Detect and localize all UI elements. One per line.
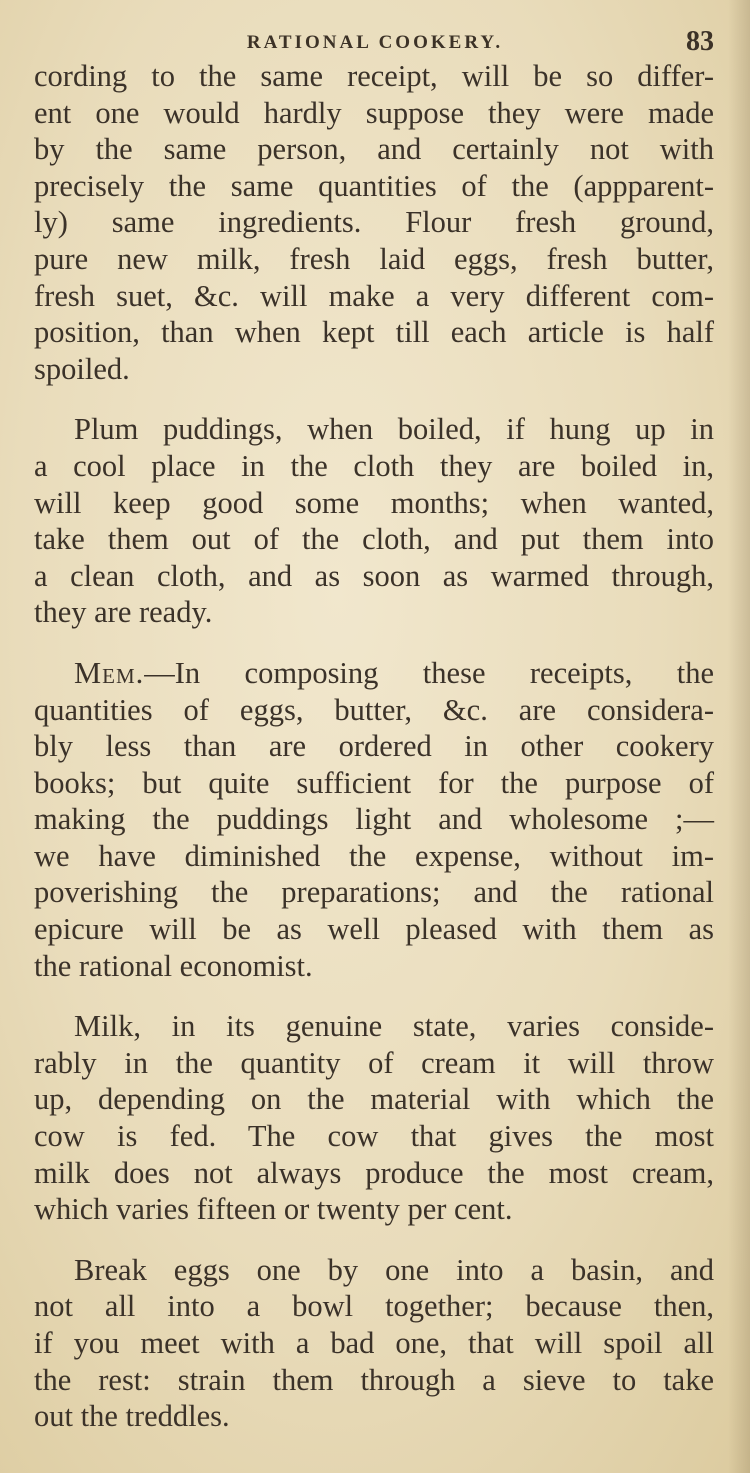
text-line: milk does not always produce the most cream, bbox=[34, 1155, 714, 1190]
text-line: position, than when kept till each article is half bbox=[34, 315, 714, 350]
memo-lead: Mem. bbox=[74, 655, 145, 690]
page-spine-shadow bbox=[728, 0, 750, 1473]
text-line: a cool place in the cloth they are boiled in, bbox=[34, 448, 714, 483]
text-line: fresh suet, &c. will make a very different com- bbox=[34, 278, 714, 313]
text-line: books; but quite sufficient for the purpose of bbox=[34, 765, 714, 800]
text-line bbox=[34, 655, 714, 692]
running-head: RATIONAL COOKERY. bbox=[246, 32, 504, 53]
text-line: Plum puddings, when boiled, if hung up in bbox=[74, 412, 714, 447]
paragraph bbox=[34, 411, 714, 631]
text-line: if you meet with a bad one, that will spoil all bbox=[34, 1326, 714, 1360]
text-line: Milk, in its genuine state, varies conside- bbox=[74, 1009, 714, 1044]
text-line: cow is fed. The cow that gives the most bbox=[34, 1119, 714, 1154]
text-line: which varies fifteen or twenty per cent. bbox=[34, 1192, 513, 1227]
text-line: spoiled. bbox=[34, 351, 130, 386]
text-line: precisely the same quantities of the (appparent- bbox=[34, 168, 714, 203]
text-line: out the treddles. bbox=[34, 1399, 230, 1434]
text-line: Break eggs one by one into a basin, and bbox=[74, 1252, 714, 1287]
page-header bbox=[36, 26, 714, 60]
text-line: ly) same ingredients. Flour fresh ground, bbox=[34, 205, 714, 240]
text-line: up, depending on the material with which the bbox=[34, 1082, 714, 1117]
text-line: epicure will be as well pleased with them as bbox=[34, 912, 714, 947]
paragraph bbox=[34, 655, 714, 984]
body-text bbox=[34, 58, 714, 1459]
text-line: the rational economist. bbox=[34, 948, 313, 983]
text-line: they are ready. bbox=[34, 595, 213, 630]
paragraph bbox=[34, 1008, 714, 1228]
memo-line-text: —In composing these receipts, the bbox=[144, 655, 714, 690]
paragraph bbox=[34, 1252, 714, 1435]
text-line: pure new milk, fresh laid eggs, fresh butter, bbox=[34, 241, 714, 276]
text-line: ent one would hardly suppose they were made bbox=[34, 95, 714, 130]
text-line: a clean cloth, and as soon as warmed through, bbox=[34, 558, 714, 593]
text-line: by the same person, and certainly not with bbox=[34, 132, 714, 167]
paragraph bbox=[34, 58, 714, 387]
text-line: making the puddings light and wholesome ;— bbox=[34, 802, 714, 837]
text-line: cording to the same receipt, will be so differ- bbox=[34, 59, 714, 93]
text-line: bly less than are ordered in other cookery bbox=[34, 729, 714, 764]
text-line: will keep good some months; when wanted, bbox=[34, 485, 714, 520]
text-line: take them out of the cloth, and put them into bbox=[34, 522, 714, 557]
text-line: poverishing the preparations; and the rational bbox=[34, 875, 714, 910]
text-line: not all into a bowl together; because then, bbox=[34, 1289, 714, 1324]
text-line: quantities of eggs, butter, &c. are considera- bbox=[34, 692, 714, 727]
text-line: rably in the quantity of cream it will throw bbox=[34, 1045, 714, 1080]
text-line: we have diminished the expense, without im- bbox=[34, 838, 714, 873]
text-line: the rest: strain them through a sieve to take bbox=[34, 1362, 714, 1397]
page-number: 83 bbox=[686, 26, 714, 57]
